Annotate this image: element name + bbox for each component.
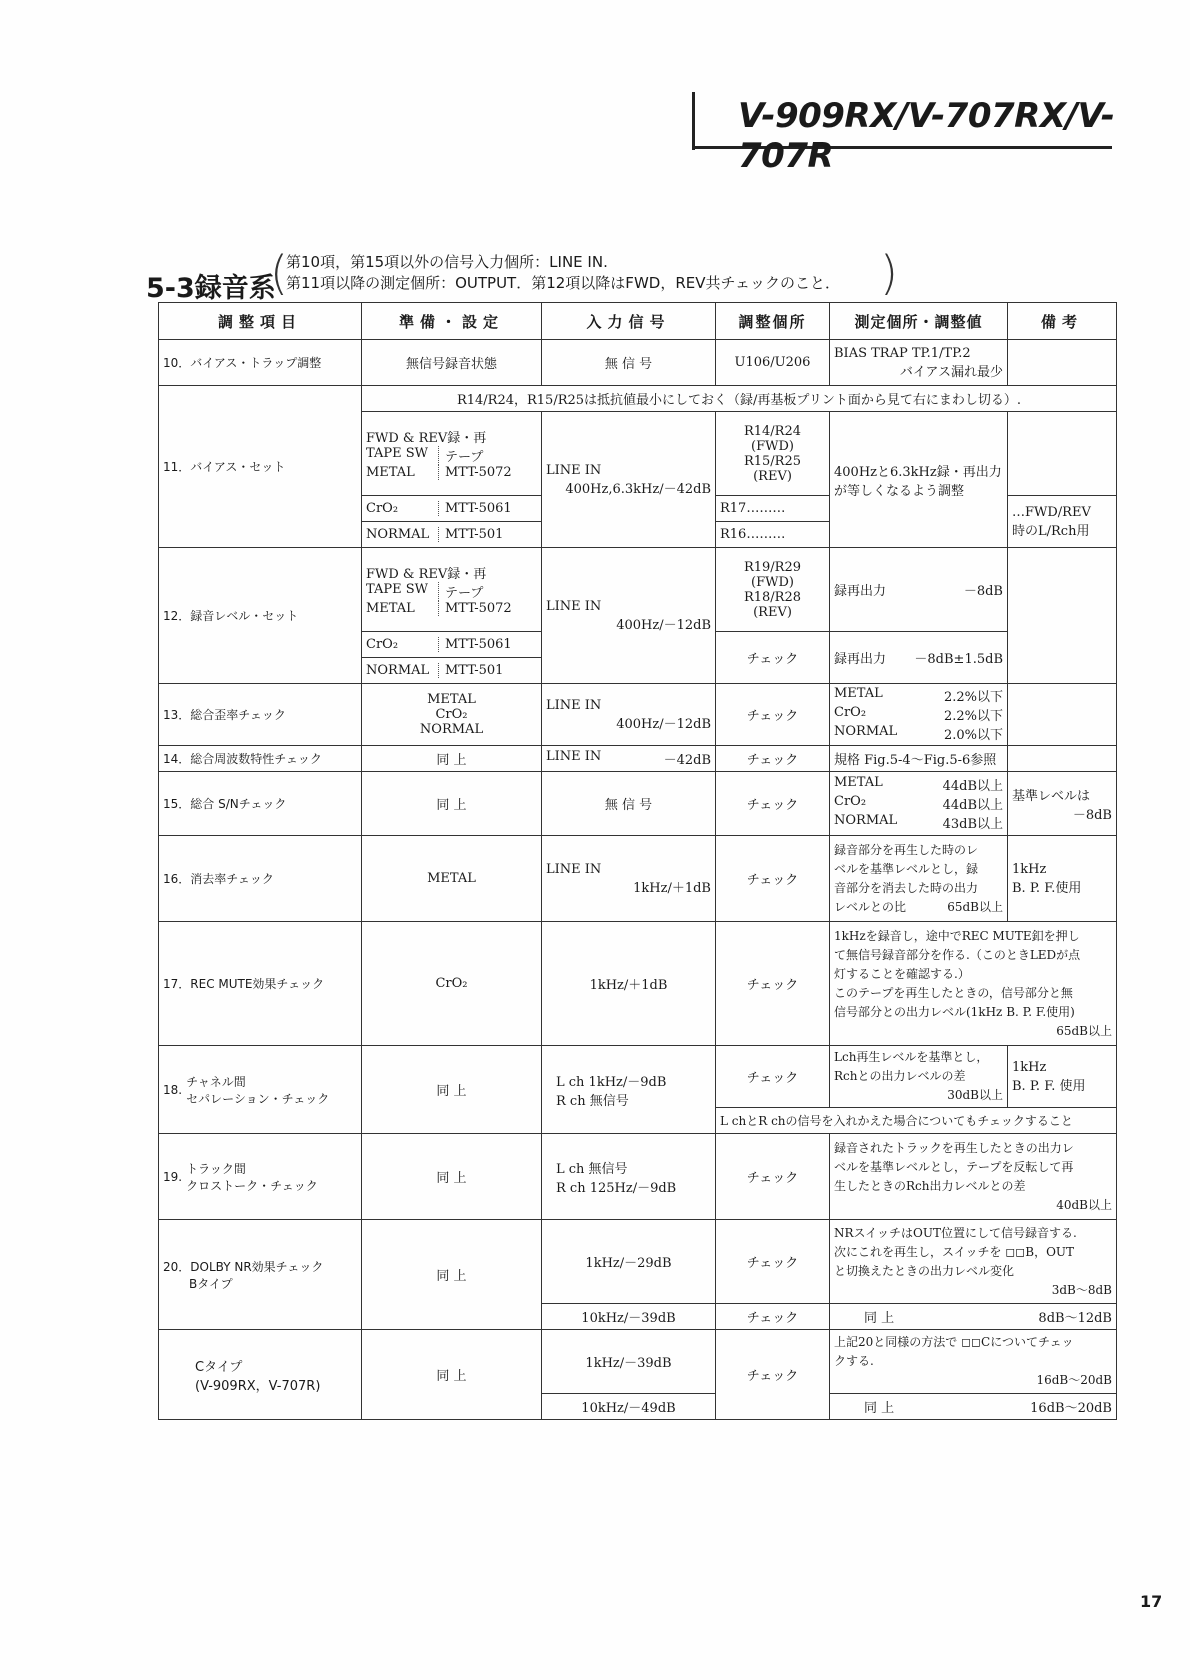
remark-line: B. P. F. 使用 <box>1012 1078 1086 1094</box>
input-cell: 1kHz/＋1dB <box>542 922 716 1046</box>
adjust-cell: チェック <box>716 1134 830 1220</box>
meas-line: ベルを基準レベルとし，録 <box>834 861 979 876</box>
meas-cell <box>830 836 1008 922</box>
adjust-line: (REV) <box>753 604 792 620</box>
meas-cell <box>830 412 1008 548</box>
remark-cell <box>1008 836 1117 922</box>
prep-label: TAPE SW <box>366 582 428 597</box>
meas-line: 録音部分を再生した時のレ <box>834 842 979 857</box>
input-cell: 10kHz/－39dB <box>542 1304 716 1330</box>
meas-cell <box>830 548 1008 632</box>
adjustment-table <box>158 302 1117 1420</box>
input-cell <box>542 412 716 548</box>
input-cell: 無 信 号 <box>542 772 716 836</box>
item-number: 19. <box>163 1169 183 1184</box>
prep-cell: 同 上 <box>362 1220 542 1330</box>
adjust-cell <box>716 548 830 632</box>
input-cell <box>542 1046 716 1134</box>
adjust-cell: チェック <box>716 746 830 772</box>
remark-cell <box>1008 548 1117 684</box>
meas-label: CrO₂ <box>834 794 867 809</box>
meas-line: 3dB～8dB <box>1051 1282 1112 1297</box>
prep-cell <box>362 658 542 684</box>
meas-cell <box>830 922 1117 1046</box>
item-cell: 17．REC MUTE効果チェック <box>159 922 362 1046</box>
adjust-cell: R16……… <box>716 522 830 548</box>
input-line: 400Hz/－12dB <box>616 617 711 633</box>
adjust-cell: R17……… <box>716 496 830 522</box>
model-title: V-909RX/V-707RX/V-707R <box>738 96 1115 176</box>
page-number: 17 <box>1140 1592 1163 1611</box>
remark-line: …FWD/REV <box>1012 504 1091 520</box>
prep-label: TAPE SW <box>366 446 428 461</box>
col-header: 測定個所・調整値 <box>830 303 1008 340</box>
prep-label: METAL <box>366 465 415 480</box>
meas-value: 44dB以上 <box>942 779 1003 794</box>
input-cell: 10kHz/－49dB <box>542 1394 716 1420</box>
table-row <box>159 1330 1117 1394</box>
meas-cell <box>830 340 1008 386</box>
section-note-1: 第10項，第15項以外の信号入力個所：LINE IN. <box>286 253 608 271</box>
table-row <box>159 386 1117 412</box>
meas-value: 2.2%以下 <box>943 690 1003 705</box>
prep-value: MTT-5061 <box>438 637 537 652</box>
meas-line: バイアス漏れ最少 <box>899 364 1003 380</box>
adjust-cell: チェック <box>716 1304 830 1330</box>
table-row <box>159 772 1117 836</box>
item-cell: 15．総合 S/Nチェック <box>159 772 362 836</box>
remark-cell <box>1008 684 1117 746</box>
input-line: L ch 1kHz/－9dB <box>556 1074 667 1090</box>
prep-label: CrO₂ <box>366 637 399 652</box>
adjust-line: R15/R25 <box>743 453 802 469</box>
prep-cell <box>362 684 542 746</box>
meas-line: 信号部分との出力レベル(1kHz B. P. F.使用) <box>834 1004 1075 1019</box>
adjust-line: R14/R24 <box>743 423 802 439</box>
meas-cell <box>830 684 1008 746</box>
prep-value: テープ <box>438 582 537 601</box>
table-row <box>159 340 1117 386</box>
prep-label: CrO₂ <box>366 501 399 516</box>
meas-line: NRスイッチはOUT位置にして信号録音する. <box>834 1225 1077 1240</box>
input-line: LINE IN <box>546 462 602 478</box>
item-cell: 12．録音レベル・セット <box>159 548 362 684</box>
meas-label: 同 上 <box>864 1401 895 1416</box>
input-label: LINE IN <box>546 749 602 764</box>
meas-value: 16dB～20dB <box>1030 1401 1112 1416</box>
input-cell <box>542 684 716 746</box>
col-header: 調整項目 <box>159 303 362 340</box>
meas-label: NORMAL <box>834 813 898 828</box>
input-cell <box>542 836 716 922</box>
meas-line: 30dB以上 <box>947 1088 1003 1102</box>
meas-line: 1kHzを録音し，途中でREC MUTE釦を押し <box>834 928 1080 943</box>
table-row <box>159 746 1117 772</box>
input-line: R ch 125Hz/－9dB <box>556 1180 677 1196</box>
item-line: (V-909RX，V-707R) <box>195 1378 321 1394</box>
meas-cell <box>830 772 1008 836</box>
adjust-cell <box>716 412 830 496</box>
item-cell <box>159 1220 362 1330</box>
input-line: 400Hz,6.3kHz/－42dB <box>565 481 711 497</box>
meas-label: 同 上 <box>864 1311 895 1326</box>
prep-cell <box>362 496 542 522</box>
prep-line: CrO₂ <box>435 707 468 722</box>
remark-line: 1kHz <box>1012 1059 1047 1075</box>
input-cell <box>542 1134 716 1220</box>
item-line: 20．DOLBY NR効果チェック <box>163 1259 324 1274</box>
section-title: 5-3録音系 <box>146 273 276 304</box>
prep-cell: 無信号録音状態 <box>362 340 542 386</box>
meas-label: NORMAL <box>834 724 898 739</box>
remark-cell <box>1008 746 1117 772</box>
prep-cell: 同 上 <box>362 746 542 772</box>
input-line: R ch 無信号 <box>556 1093 629 1109</box>
input-value: －42dB <box>663 753 711 768</box>
meas-line: 音部分を消去した時の出力 <box>834 880 979 895</box>
meas-cell <box>830 1330 1117 1394</box>
table-row <box>159 548 1117 632</box>
meas-line: 400Hzと6.3kHz録・再出力 <box>834 464 1002 480</box>
meas-line: 16dB～20dB <box>1036 1373 1112 1387</box>
item-cell: 13．総合歪率チェック <box>159 684 362 746</box>
meas-value: 43dB以上 <box>942 817 1003 832</box>
meas-value: －8dB±1.5dB <box>914 652 1003 667</box>
meas-value: 2.2%以下 <box>943 709 1003 724</box>
meas-value: 8dB～12dB <box>1038 1311 1112 1326</box>
input-cell: 無 信 号 <box>542 340 716 386</box>
adjust-cell: チェック <box>716 684 830 746</box>
prep-value: MTT-501 <box>438 663 537 678</box>
col-header: 備考 <box>1008 303 1117 340</box>
meas-cell <box>830 1394 1117 1420</box>
prep-label: METAL <box>366 601 415 616</box>
input-cell: 1kHz/－39dB <box>542 1330 716 1394</box>
note-cell: L chとR chの信号を入れかえた場合についてもチェックすること <box>716 1108 1117 1134</box>
item-cell <box>159 1134 362 1220</box>
item-line: トラック間 <box>186 1161 246 1176</box>
remark-line: 基準レベルは <box>1012 788 1091 804</box>
input-line: LINE IN <box>546 598 602 614</box>
item-line: Bタイプ <box>189 1276 233 1291</box>
meas-label: レベルとの比 <box>834 899 907 914</box>
item-cell: 10．バイアス・トラップ調整 <box>159 340 362 386</box>
prep-label: NORMAL <box>366 527 430 542</box>
meas-cell <box>830 632 1008 684</box>
input-line: L ch 無信号 <box>556 1161 628 1177</box>
prep-cell <box>362 412 542 496</box>
adjust-line: R18/R28 <box>743 589 802 605</box>
prep-value: MTT-5072 <box>438 465 537 480</box>
meas-value: 2.0%以下 <box>943 728 1003 743</box>
section-notes <box>286 252 840 294</box>
adjust-cell: チェック <box>716 632 830 684</box>
prep-line: FWD & REV録・再 <box>366 431 487 446</box>
meas-label: CrO₂ <box>834 705 867 720</box>
meas-line: このテープを再生したときの，信号部分と無 <box>834 985 1073 1000</box>
input-line: LINE IN <box>546 861 602 877</box>
item-cell <box>159 1046 362 1134</box>
item-line: クロストーク・チェック <box>186 1178 318 1193</box>
prep-value: MTT-5061 <box>438 501 537 516</box>
table-header <box>159 303 1117 340</box>
prep-cell <box>362 632 542 658</box>
meas-cell <box>830 1134 1117 1220</box>
remark-cell <box>1008 340 1117 386</box>
meas-line: 上記20と同様の方法で ◻◻Cについてチェッ <box>834 1335 1074 1349</box>
meas-line: 録音されたトラックを再生したときの出力レ <box>834 1140 1074 1155</box>
meas-line: 40dB以上 <box>1056 1197 1112 1212</box>
meas-line: 次にこれを再生し，スイッチを ◻◻B，OUT <box>834 1244 1075 1259</box>
meas-line: 灯することを確認する.） <box>834 966 970 981</box>
meas-label: METAL <box>834 775 883 790</box>
adjust-cell: チェック <box>716 1046 830 1108</box>
meas-line: Lch再生レベルを基準とし， <box>834 1050 989 1064</box>
item-cell: 11．バイアス・セット <box>159 386 362 548</box>
adjust-cell: U106/U206 <box>716 340 830 386</box>
prep-label: NORMAL <box>366 663 430 678</box>
item-line: チャネル間 <box>186 1074 246 1089</box>
meas-value: 65dB以上 <box>947 899 1003 914</box>
table-row <box>159 1134 1117 1220</box>
prep-line: NORMAL <box>419 722 484 737</box>
prep-value: MTT-501 <box>438 527 537 542</box>
table-row <box>159 1046 1117 1108</box>
adjust-cell: チェック <box>716 1220 830 1304</box>
remark-line: －8dB <box>1072 807 1112 823</box>
remark-cell <box>1008 1046 1117 1108</box>
prep-cell: CrO₂ <box>362 922 542 1046</box>
remark-line: 1kHz <box>1012 861 1047 877</box>
adjust-line: R19/R29 <box>743 559 802 575</box>
meas-cell <box>830 1046 1008 1108</box>
meas-line: Rchとの出力レベルの差 <box>834 1069 966 1083</box>
prep-value: MTT-5072 <box>438 601 537 616</box>
table-row <box>159 836 1117 922</box>
input-cell <box>542 548 716 684</box>
item-number: 18. <box>163 1082 183 1097</box>
meas-label: 録再出力 <box>834 584 887 599</box>
close-bracket: ) <box>880 246 898 300</box>
input-cell: 1kHz/－29dB <box>542 1220 716 1304</box>
item-cell: 16．消去率チェック <box>159 836 362 922</box>
meas-value: 44dB以上 <box>942 798 1003 813</box>
col-header: 準備・設定 <box>362 303 542 340</box>
open-bracket: ( <box>270 246 288 300</box>
meas-cell <box>830 1220 1117 1304</box>
meas-line: 生したときのRch出力レベルとの差 <box>834 1178 1026 1193</box>
col-header: 調整個所 <box>716 303 830 340</box>
item-cell <box>159 1330 362 1420</box>
item-line: Cタイプ <box>195 1359 243 1375</box>
meas-value: －8dB <box>963 584 1003 599</box>
adjust-cell: チェック <box>716 836 830 922</box>
remark-line: 時のL/Rch用 <box>1012 523 1090 539</box>
input-cell <box>542 746 716 772</box>
meas-label: METAL <box>834 686 883 701</box>
meas-cell: 規格 Fig.5-4～Fig.5-6参照 <box>830 746 1008 772</box>
note-cell: R14/R24，R15/R25は抵抗値最小にしておく（録/再基板プリント面から見て右にまわし切る）. <box>362 386 1117 412</box>
section-note-2: 第11項以降の測定個所：OUTPUT．第12項以降はFWD，REV共チェックのこと． <box>286 274 841 292</box>
prep-cell <box>362 522 542 548</box>
col-header: 入力信号 <box>542 303 716 340</box>
meas-cell <box>830 1304 1117 1330</box>
remark-cell <box>1008 412 1117 496</box>
prep-cell: 同 上 <box>362 1046 542 1134</box>
table-row <box>159 1220 1117 1304</box>
adjust-line: (FWD) <box>751 438 794 454</box>
meas-line: BIAS TRAP TP.1/TP.2 <box>834 345 971 361</box>
header-rule-vertical <box>692 92 695 150</box>
item-cell: 14．総合周波数特性チェック <box>159 746 362 772</box>
prep-cell: 同 上 <box>362 1134 542 1220</box>
prep-line: METAL <box>427 692 476 707</box>
meas-label: 録再出力 <box>834 652 887 667</box>
meas-line: て無信号録音部分を作る.（このときLEDが点 <box>834 947 1081 962</box>
prep-cell <box>362 548 542 632</box>
adjust-line: (REV) <box>753 468 792 484</box>
adjust-line: (FWD) <box>751 574 794 590</box>
meas-line: クする. <box>834 1354 874 1368</box>
adjust-cell: チェック <box>716 1330 830 1420</box>
prep-value: テープ <box>438 446 537 465</box>
item-line: セパレーション・チェック <box>186 1091 330 1106</box>
prep-cell: 同 上 <box>362 772 542 836</box>
meas-line: が等しくなるよう調整 <box>834 483 965 499</box>
adjust-cell: チェック <box>716 772 830 836</box>
prep-cell: METAL <box>362 836 542 922</box>
remark-cell <box>1008 496 1117 548</box>
table-row <box>159 684 1117 746</box>
meas-line: 65dB以上 <box>1056 1023 1112 1038</box>
meas-line: と切換えたときの出力レベル変化 <box>834 1263 1015 1278</box>
table-row <box>159 922 1117 1046</box>
remark-line: B. P. F.使用 <box>1012 880 1082 896</box>
input-line: 1kHz/＋1dB <box>633 880 711 896</box>
prep-cell: 同 上 <box>362 1330 542 1420</box>
input-line: LINE IN <box>546 697 602 713</box>
prep-line: FWD & REV録・再 <box>366 567 487 582</box>
remark-cell <box>1008 772 1117 836</box>
input-line: 400Hz/－12dB <box>616 716 711 732</box>
meas-line: ベルを基準レベルとし，テープを反転して再 <box>834 1159 1074 1174</box>
adjust-cell: チェック <box>716 922 830 1046</box>
